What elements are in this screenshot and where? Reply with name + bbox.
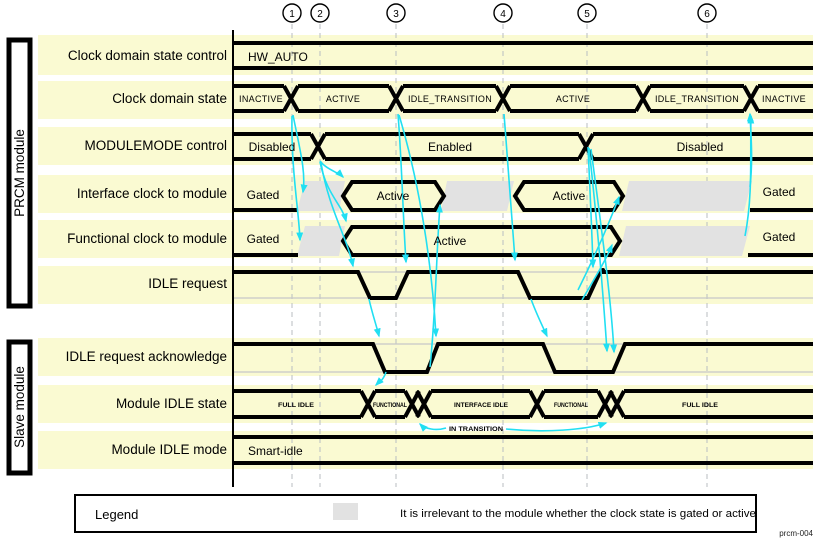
arrow-idlereq-to-ack-2: [531, 299, 547, 336]
row-label-module-idle-mode: Module IDLE mode: [111, 442, 227, 457]
irrelevant-zone: [297, 226, 345, 256]
marker-label-5: 5: [584, 9, 590, 20]
value-fclk-active: Active: [433, 234, 467, 248]
value-fclk-gated-1: Gated: [246, 232, 280, 246]
marker-label-6: 6: [704, 9, 710, 20]
row-label-clock-domain-state: Clock domain state: [112, 91, 227, 106]
value-interface-idle: INTERFACE IDLE: [454, 402, 509, 409]
value-active-2: ACTIVE: [555, 94, 591, 104]
value-smart-idle: Smart-idle: [248, 444, 303, 458]
figure-id: prcm-004: [779, 529, 813, 538]
value-full-idle-2: FULL IDLE: [682, 402, 719, 409]
row-label-module-idle-state: Module IDLE state: [115, 396, 227, 411]
legend-irrelevant-swatch: [333, 503, 358, 520]
marker-label-3: 3: [393, 9, 399, 20]
value-hw-auto: HW_AUTO: [248, 50, 308, 64]
legend: [75, 495, 756, 532]
legend-title: Legend: [95, 507, 139, 522]
group-brackets: [9, 40, 30, 473]
value-enabled: Enabled: [427, 140, 473, 154]
arrow-intransition-right: [506, 423, 606, 431]
marker-label-2: 2: [317, 9, 323, 20]
row-label-idle-request-ack: IDLE request acknowledge: [65, 349, 227, 364]
prcm-module-label: PRCM module: [12, 129, 27, 217]
value-inactive-1: INACTIVE: [239, 94, 283, 104]
value-iclk-active-1: Active: [376, 189, 410, 203]
value-active-1: ACTIVE: [325, 94, 361, 104]
irrelevant-zone: [441, 181, 514, 211]
value-iclk-active-2: Active: [552, 189, 586, 203]
value-fclk-gated-2: Gated: [762, 230, 796, 244]
legend-note: It is irrelevant to the module whether the clock state is gated or active: [400, 508, 756, 520]
value-idle-transition-2: IDLE_TRANSITION: [655, 94, 739, 104]
arrow-idlereq-to-ack: [369, 299, 379, 336]
value-idle-transition-1: IDLE_TRANSITION: [408, 94, 492, 104]
value-functional-1: FUNCTIONAL: [373, 402, 408, 409]
arrow-intransition-left: [420, 424, 446, 429]
value-functional-2: FUNCTIONAL: [554, 402, 589, 409]
irrelevant-zone: [622, 181, 752, 211]
value-disabled-2: Disabled: [676, 140, 724, 154]
value-inactive-2: INACTIVE: [762, 94, 806, 104]
value-full-idle-1: FULL IDLE: [278, 402, 315, 409]
row-label-clock-domain-state-control: Clock domain state control: [67, 48, 227, 63]
marker-label-1: 1: [289, 9, 295, 20]
event-markers: [283, 4, 716, 22]
irrelevant-zone: [619, 226, 750, 256]
marker-label-4: 4: [500, 9, 506, 20]
row-label-modulemode-control: MODULEMODE control: [84, 138, 227, 153]
annotation-in-transition: IN TRANSITION: [449, 426, 504, 433]
value-disabled-1: Disabled: [248, 140, 296, 154]
row-label-interface-clock: Interface clock to module: [76, 186, 227, 201]
row-label-functional-clock: Functional clock to module: [67, 231, 227, 246]
row-label-idle-request: IDLE request: [148, 276, 227, 291]
slave-module-label: Slave module: [12, 366, 27, 448]
value-iclk-gated-1: Gated: [246, 188, 280, 202]
value-iclk-gated-2: Gated: [762, 185, 796, 199]
